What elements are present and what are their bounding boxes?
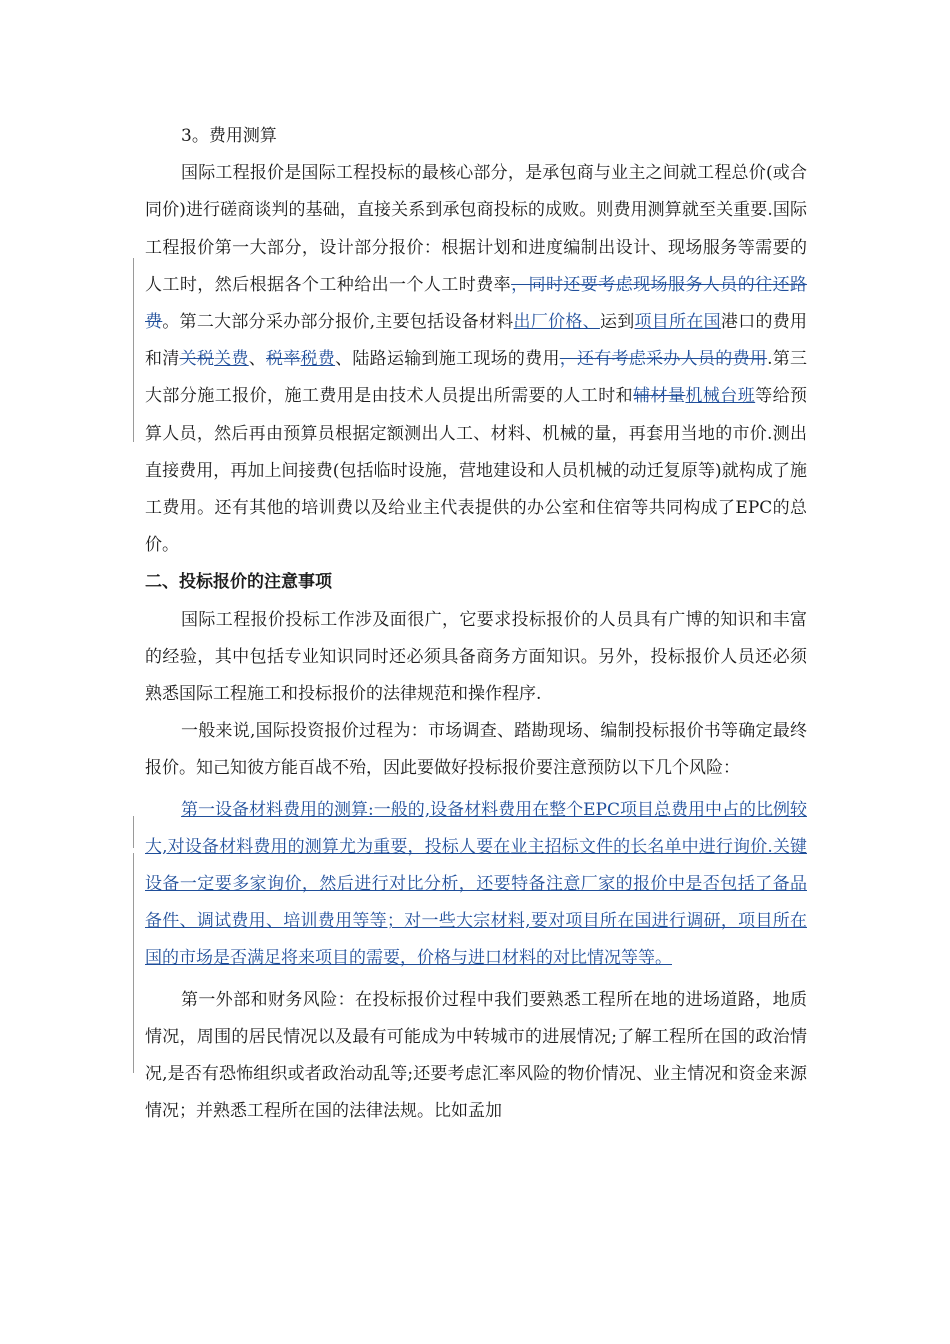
text-run: 运到 [599, 312, 635, 333]
inserted-text: 项目所在国 [634, 312, 721, 333]
change-bar [133, 816, 134, 848]
section-heading: 二、投标报价的注意事项 [145, 572, 332, 593]
deleted-text: 辅材量 [633, 386, 686, 407]
inserted-text: 关费 [214, 349, 249, 370]
text-run: 、陆路运输到施工现场的费用 [335, 349, 560, 370]
change-bar [133, 853, 134, 1073]
text-run: .第三大部分施工报价，施工费用是由技术人员提出所需要的人工时和 [145, 349, 808, 407]
deleted-text: ，同时还要考虑现场服务人员的往还路费 [145, 274, 808, 333]
deleted-text: ，还有考虑采办人员的费用 [559, 349, 768, 370]
inserted-text: 第一设备材料费用的测算:一般的,设备材料费用在整个EPC项目总费用中占的比例较大,对设备材料费用的测算尤为重要，投标人要在业主招标文件的长名单中进行询价.关键设备一定要多家询价，然后进行对比分析，还要特备注意厂家的报价中是否包括了备品备件、调试费用、培训费用等等；对一些大宗材料,要对项目所在国进行调研，项目所在国的市场是否满足将来项目的需要，价格与进口材料的对比情况等等。 [145, 799, 807, 969]
external-risk-paragraph: 第一外部和财务风险：在投标报价过程中我们要熟悉工程所在地的进场道路，地质情况，周围的居民情况以及最有可能成为中转城市的进展情况;了解工程所在国的政治情况,是否有恐怖组织或者政治动乱等;还要考虑汇率风险的物价情况、业主情况和资金来源情况；并熟悉工程所在国的法律法规。比如孟加 [145, 989, 807, 1122]
text-run: 。第二大部分采办部分报价,主要包括设备材料 [162, 312, 514, 333]
inserted-text: 机械台班 [685, 386, 756, 407]
inserted-text: 税费 [300, 349, 336, 370]
text-run: 国际工程报价是国际工程投标的最核心部分，是承包商与业主之间就工程总价(或合同价)进行磋商谈判的基础，直接关系到承包商投标的成败。则费用测算就至关重要.国际工程报价第一大部分，设计部分报价：根据计划和进度编制出设计、现场服务等需要的人工时，然后根据各个工种给出一个人工时费率 [145, 163, 807, 295]
text-run: 等给预算人员，然后再由预算员根据定额测出人工、材料、机械的量，再套用当地的市价.测出直接费用，再加上间接费(包括临时设施，营地建设和人员机械的动迁复原等)就构成了施工费用。还有其他的培训费以及给业主代表提供的办公室和住宿等共同构成了EPC的总价。 [145, 386, 808, 556]
deleted-text: 税率 [265, 349, 301, 370]
section-title: 3。费用测算 [181, 126, 277, 146]
change-bar [133, 258, 134, 442]
equipment-cost-paragraph [145, 792, 807, 978]
text-run: 、 [248, 349, 266, 370]
inserted-text: 出厂价格、 [513, 312, 600, 333]
process-paragraph: 一般来说,国际投资报价过程为：市场调查、踏勘现场、编制投标报价书等确定最终报价。知己知彼方能百战不殆，因此要做好投标报价要注意预防以下几个风险： [145, 721, 807, 779]
document-page [145, 118, 807, 1130]
text-run: 港口的费用和清 [145, 312, 808, 370]
cost-estimate-paragraph [145, 155, 807, 564]
deleted-text: 关税 [179, 349, 215, 370]
requirements-paragraph: 国际工程报价投标工作涉及面很广，它要求投标报价的人员具有广博的知识和丰富的经验，其中包括专业知识同时还必须具备商务方面知识。另外，投标报价人员还必须熟悉国际工程施工和投标报价的法律规范和操作程序. [145, 609, 807, 705]
